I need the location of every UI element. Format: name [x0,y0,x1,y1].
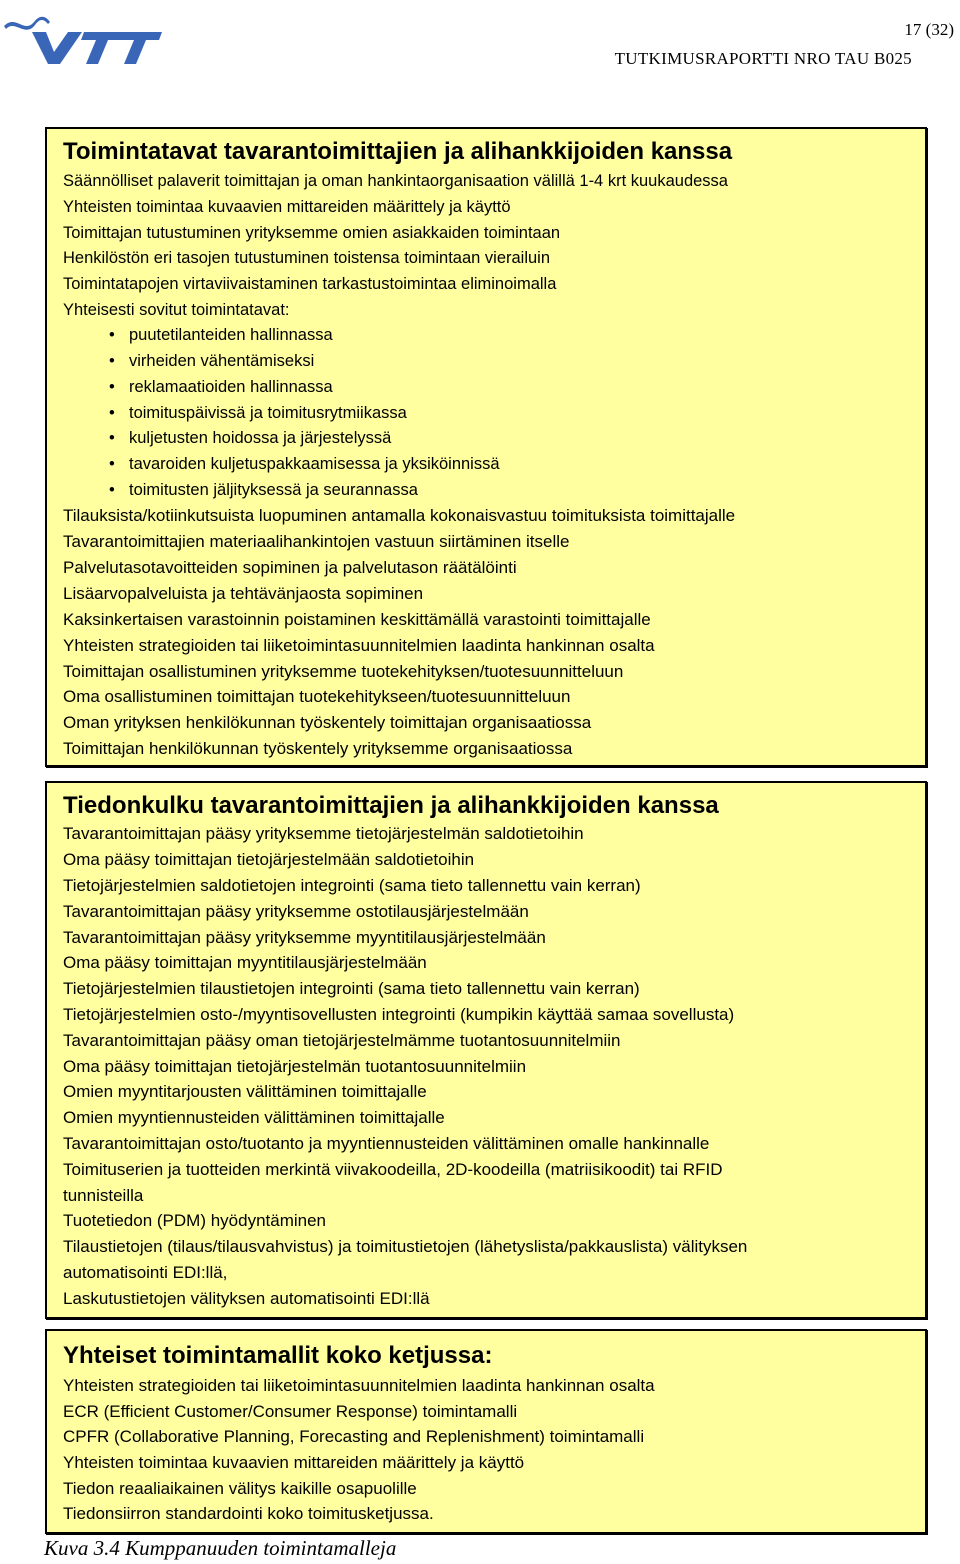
practices-line: Tavarantoimittajien materiaalihankintojen vastuun siirtäminen itselle [63,532,570,551]
common-models-line: Tiedon reaaliaikainen välitys kaikille osapuolille [63,1479,417,1498]
practices-line: Toimintatapojen virtaviivaistaminen tarkastustoimintaa eliminoimalla [63,275,557,293]
information-flow-line: Toimituserien ja tuotteiden merkintä viivakoodeilla, 2D-koodeilla (matriisikoodit) tai RFID [63,1160,723,1179]
practices-line: Kaksinkertaisen varastoinnin poistaminen keskittämällä varastointi toimittajalle [63,610,651,629]
information-flow-line: automatisointi EDI:llä, [63,1263,228,1282]
practices-line: Tilauksista/kotiinkutsuista luopuminen antamalla kokonaisvastuu toimituksista toimittajalle [63,506,736,525]
practices-line: Toimittajan henkilökunnan työskentely yrityksemme organisaatiossa [63,739,573,758]
practices-line: Oman yrityksen henkilökunnan työskentely toimittajan organisaatiossa [63,713,592,732]
practices-line: Palvelutasotavoitteiden sopiminen ja palvelutason räätälöinti [63,558,517,577]
practices-line: Oma osallistuminen toimittajan tuotekehitykseen/tuotesuunnitteluun [63,687,571,706]
information-flow-line: Tietojärjestelmien tilaustietojen integrointi (sama tieto tallennettu vain kerran) [63,979,640,998]
information-flow-line: Tavarantoimittajan osto/tuotanto ja myyntiennusteiden välittäminen omalle hankinnalle [63,1134,710,1153]
information-flow-line: Tavarantoimittajan pääsy oman tietojärjestelmämme tuotantosuunnitelmiin [63,1031,621,1050]
information-flow-line: Tietojärjestelmien saldotietojen integrointi (sama tieto tallennettu vain kerran) [63,876,641,895]
common-models-line: Yhteisten strategioiden tai liiketoimintasuunnitelmien laadinta hankinnan osalta [63,1376,655,1395]
information-flow-line: Tietojärjestelmien osto-/myyntisovellusten integrointi (kumpikin käyttää samaa sovellusta) [63,1005,735,1024]
practices-line: Toimittajan tutustuminen yrityksemme omien asiakkaiden toimintaan [63,224,561,242]
page-number: 17 (32) [904,20,954,39]
information-flow-line: Oma pääsy toimittajan myyntitilausjärjestelmään [63,953,427,972]
common-models-line: CPFR (Collaborative Planning, Forecasting and Replenishment) toimintamalli [63,1427,645,1446]
common-models-line: Yhteisten toimintaa kuvaavien mittareiden määrittely ja käyttö [63,1453,525,1472]
information-flow-line: Omien myyntiennusteiden välittäminen toimittajalle [63,1108,445,1127]
information-flow-line: Tavarantoimittajan pääsy yrityksemme tietojärjestelmän saldotietoihin [63,824,584,843]
information-flow-line: Laskutustietojen välityksen automatisointi EDI:llä [63,1289,430,1308]
bullet-item: • puutetilanteiden hallinnassa [129,326,333,345]
practices-box [45,127,927,767]
information-flow-line: tunnisteilla [63,1186,144,1205]
bullet-item: • toimituspäivissä ja toimitusrytmiikassa [129,404,407,423]
information-flow-line: Oma pääsy toimittajan tietojärjestelmään saldotietoihin [63,850,475,869]
information-flow-line: Omien myyntitarjousten välittäminen toimittajalle [63,1082,427,1101]
practices-line: Henkilöstön eri tasojen tutustuminen toistensa toimintaan vierailuin [63,249,551,267]
practices-line: Toimittajan osallistuminen yrityksemme tuotekehityksen/tuotesuunnitteluun [63,662,624,681]
report-id: TUTKIMUSRAPORTTI NRO TAU B025 [614,49,912,68]
practices-line: Yhteisten strategioiden tai liiketoimintasuunnitelmien laadinta hankinnan osalta [63,636,655,655]
bullet-item: • reklamaatioiden hallinnassa [129,378,333,397]
bullet-item: • toimitusten jäljityksessä ja seurannassa [129,481,418,500]
information-flow-line: Oma pääsy toimittajan tietojärjestelmän tuotantosuunnitelmiin [63,1057,527,1076]
common-models-line: Tiedonsiirron standardointi koko toimitusketjussa. [63,1504,434,1523]
information-flow-line: Tuotetiedon (PDM) hyödyntäminen [63,1211,327,1230]
common-models-line: ECR (Efficient Customer/Consumer Response) toimintamalli [63,1402,518,1421]
practices-title: Toimintatavat tavarantoimittajien ja alihankkijoiden kanssa [63,138,733,165]
information-flow-box [45,781,927,1319]
figure-caption: Kuva 3.4 Kumppanuuden toimintamalleja [44,1536,397,1560]
information-flow-line: Tavarantoimittajan pääsy yrityksemme myyntitilausjärjestelmään [63,928,546,947]
practices-line: Lisäarvopalveluista ja tehtävänjaosta sopiminen [63,584,424,603]
information-flow-line: Tavarantoimittajan pääsy yrityksemme ostotilausjärjestelmään [63,902,529,921]
practices-line: Yhteisesti sovitut toimintatavat: [63,301,290,319]
information-flow-title: Tiedonkulku tavarantoimittajien ja alihankkijoiden kanssa [63,792,719,819]
vtt-logo [2,4,162,64]
bullet-item: • kuljetusten hoidossa ja järjestelyssä [129,429,391,448]
common-models-box [45,1329,927,1534]
practices-line: Yhteisten toimintaa kuvaavien mittareiden määrittely ja käyttö [63,198,511,216]
common-models-title: Yhteiset toimintamallit koko ketjussa: [63,1342,493,1369]
practices-line: Säännölliset palaverit toimittajan ja oman hankintaorganisaation välillä 1-4 krt kuukaudessa [63,172,728,190]
bullet-item: • tavaroiden kuljetuspakkaamisessa ja yksiköinnissä [129,455,500,474]
information-flow-line: Tilaustietojen (tilaus/tilausvahvistus) ja toimitustietojen (lähetyslista/pakkauslista) välityksen [63,1237,748,1256]
bullet-item: • virheiden vähentämiseksi [129,352,314,371]
